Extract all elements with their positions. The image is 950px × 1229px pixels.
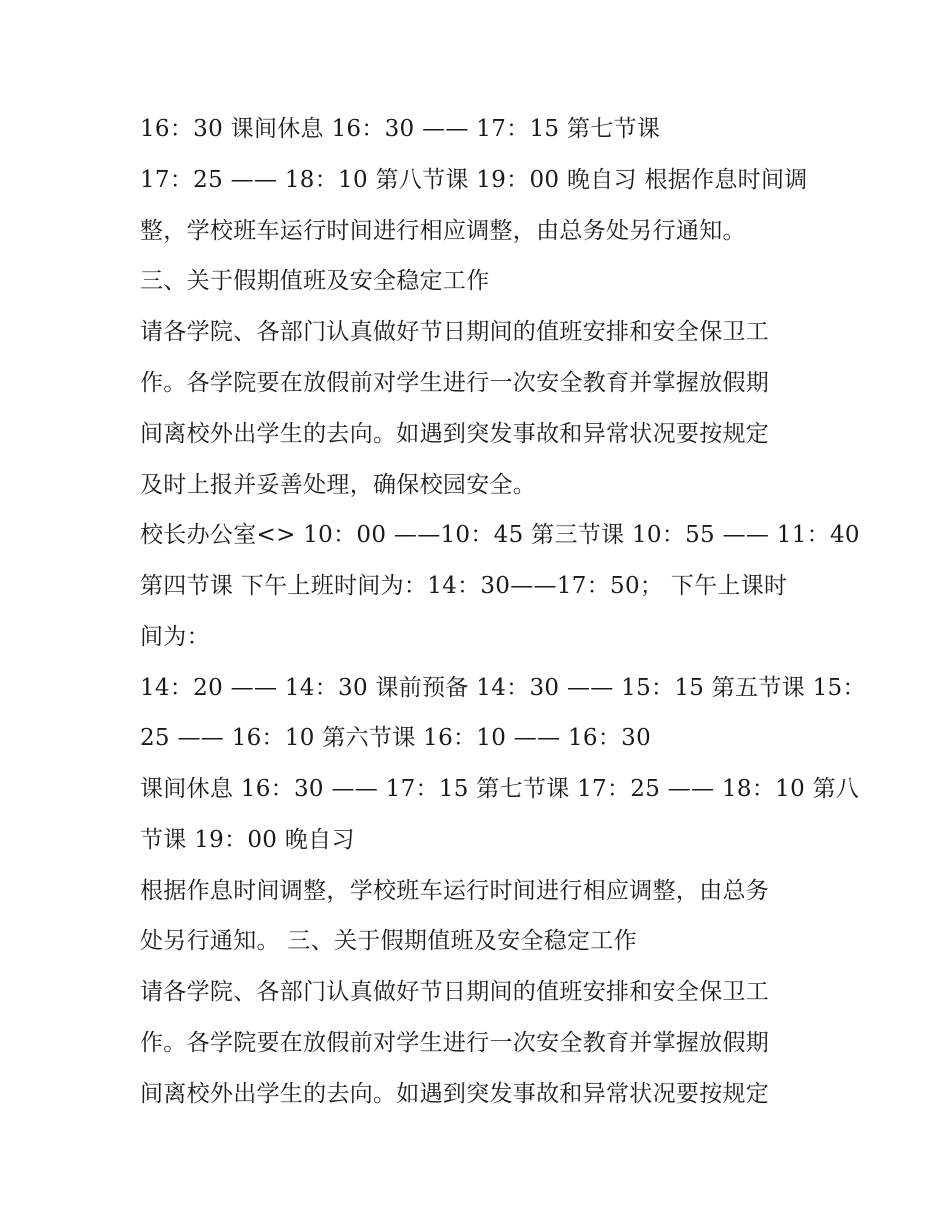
text-line: 请各学院、各部门认真做好节日期间的值班安排和安全保卫工: [140, 319, 770, 345]
text-line: 节课 19：00 晚自习: [140, 827, 355, 853]
text-line: 14：20 —— 14：30 课前预备 14：30 —— 15：15 第五节课 15：: [140, 675, 866, 701]
text-line: 课间休息 16：30 —— 17：15 第七节课 17：25 —— 18：10 第八: [140, 776, 860, 802]
text-line: 处另行通知。 三、关于假期值班及安全稳定工作: [140, 928, 637, 954]
text-line: 25 —— 16：10 第六节课 16：10 —— 16：30: [140, 725, 652, 751]
text-line: 整，学校班车运行时间进行相应调整，由总务处另行通知。: [140, 218, 746, 244]
text-line: 第四节课 下午上班时间为：14：30——17：50； 下午上课时: [140, 573, 788, 599]
text-line: 请各学院、各部门认真做好节日期间的值班安排和安全保卫工: [140, 979, 770, 1005]
text-line: 间为：: [140, 624, 210, 650]
text-line: 17：25 —— 18：10 第八节课 19：00 晚自习 根据作息时间调: [140, 167, 808, 193]
text-line: 校长办公室<> 10：00 ——10：45 第三节课 10：55 —— 11：40: [140, 522, 860, 548]
text-line: 及时上报并妥善处理，确保校园安全。: [140, 472, 537, 498]
text-line: 作。各学院要在放假前对学生进行一次安全教育并掌握放假期: [140, 370, 770, 396]
section-heading: 三、关于假期值班及安全稳定工作: [140, 268, 490, 294]
text-line: 间离校外出学生的去向。如遇到突发事故和异常状况要按规定: [140, 1081, 770, 1107]
text-line: 16：30 课间休息 16：30 —— 17：15 第七节课: [140, 116, 661, 142]
text-line: 间离校外出学生的去向。如遇到突发事故和异常状况要按规定: [140, 421, 770, 447]
text-line: 根据作息时间调整，学校班车运行时间进行相应调整，由总务: [140, 878, 770, 904]
text-line: 作。各学院要在放假前对学生进行一次安全教育并掌握放假期: [140, 1030, 770, 1056]
